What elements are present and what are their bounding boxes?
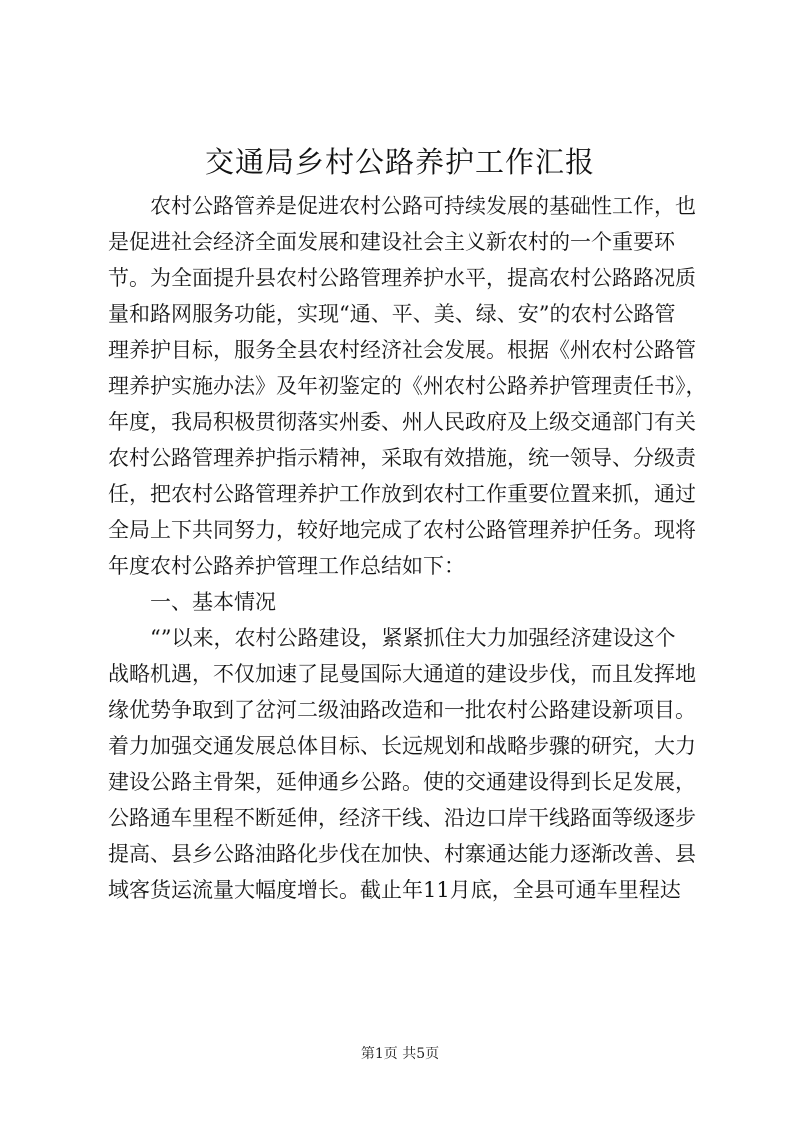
paragraph-line: 农村公路管理养护指示精神，采取有效措施，统一领导、分级责 [108, 446, 696, 470]
paragraph-line: 提高、县乡公路油路化步伐在加快、村寨通达能力逐渐改善、县 [108, 842, 696, 866]
document-body [108, 188, 708, 908]
paragraph-line: “”以来，农村公路建设，紧紧抓住大力加强经济建设这个 [150, 626, 676, 650]
paragraph-line: 战略机遇，不仅加速了昆曼国际大通道的建设步伐，而且发挥地 [108, 662, 696, 686]
paragraph-line: 任，把农村公路管理养护工作放到农村工作重要位置来抓，通过 [108, 482, 696, 506]
paragraph-line: 量和路网服务功能，实现“通、平、美、绿、安”的农村公路管 [108, 302, 676, 326]
paragraph-line: 是促进社会经济全面发展和建设社会主义新农村的一个重要环 [108, 230, 675, 254]
paragraph-line: 域客货运流量大幅度增长。截止年11月底，全县可通车里程达 [108, 878, 681, 902]
paragraph-line: 年度农村公路养护管理工作总结如下： [108, 554, 465, 578]
page-number-footer: 第1页 共5页 [360, 1046, 440, 1062]
paragraph-line: 缘优势争取到了岔河二级油路改造和一批农村公路建设新项目。 [108, 698, 696, 722]
paragraph-line: 公路通车里程不断延伸，经济干线、沿边口岸干线路面等级逐步 [108, 806, 696, 830]
paragraph-line: 节。为全面提升县农村公路管理养护水平，提高农村公路路况质 [108, 266, 696, 290]
section-heading: 一、基本情况 [150, 590, 276, 614]
paragraph-line: 理养护实施办法》及年初鉴定的《州农村公路养护管理责任书》， [108, 374, 707, 398]
document-title: 交通局乡村公路养护工作汇报 [204, 145, 595, 179]
paragraph-line: 农村公路管养是促进农村公路可持续发展的基础性工作，也 [150, 194, 696, 218]
paragraph-line: 理养护目标，服务全县农村经济社会发展。根据《州农村公路管 [108, 338, 696, 362]
paragraph-line: 建设公路主骨架，延伸通乡公路。使的交通建设得到长足发展， [108, 770, 696, 794]
paragraph-line: 年度，我局积极贯彻落实州委、州人民政府及上级交通部门有关 [108, 410, 696, 434]
paragraph-line: 全局上下共同努力，较好地完成了农村公路管理养护任务。现将 [108, 518, 696, 542]
paragraph-line: 着力加强交通发展总体目标、长远规划和战略步骤的研究，大力 [108, 734, 696, 758]
